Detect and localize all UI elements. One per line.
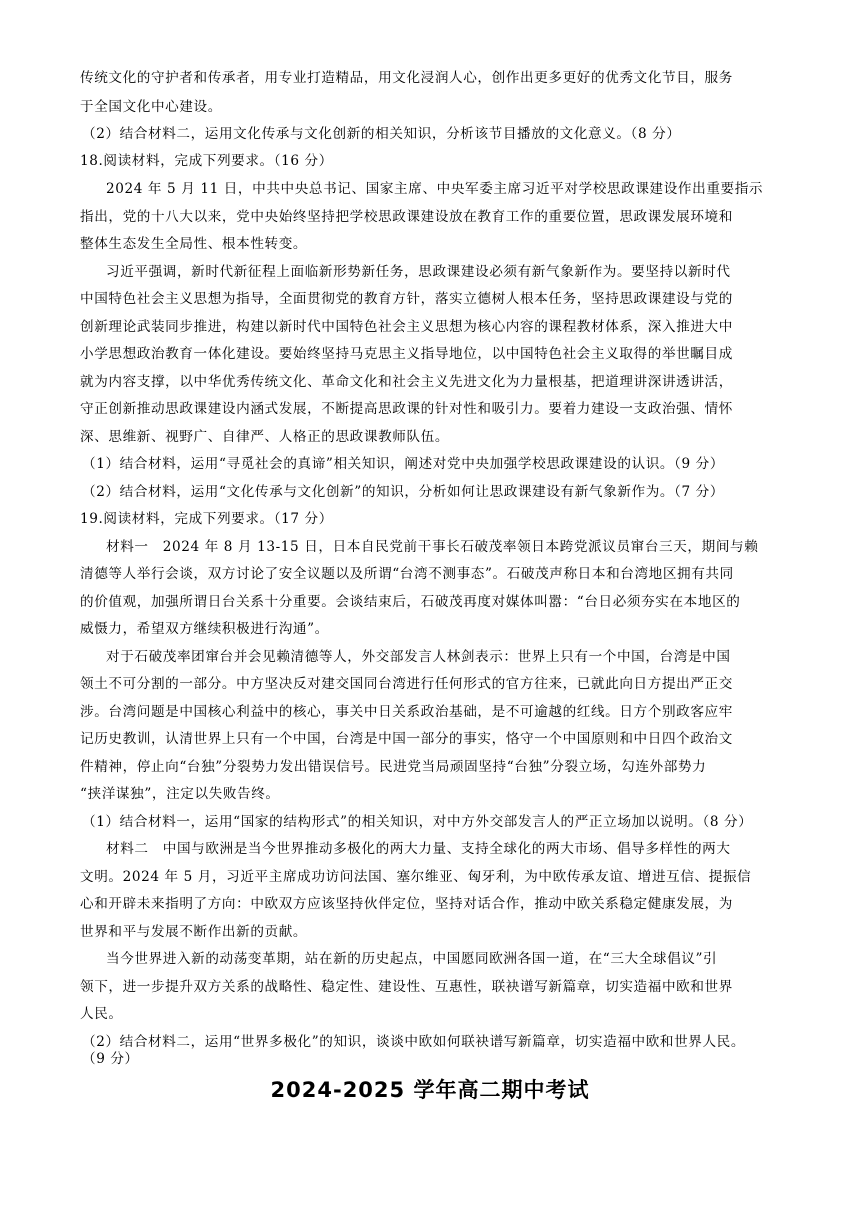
paragraph-line: 对于石破茂率团窜台并会见赖清德等人，外交部发言人林剑表示：世界上只有一个中国，台湾是中国	[106, 649, 731, 665]
paragraph-line: 整体生态发生全局性、根本性转变。	[80, 236, 308, 252]
paragraph-line: 于全国文化中心建设。	[80, 99, 222, 115]
paragraph-line: 2024 年 5 月 11 日，中共中央总书记、国家主席、中央军委主席习近平对学校思政课建设作出重要指示	[106, 181, 764, 197]
paragraph-line: 就为内容支撑，以中华优秀传统文化、革命文化和社会主义先进文化为力量根基，把道理讲深讲透讲活，	[80, 374, 733, 390]
paragraph-line: 人民。	[80, 1006, 123, 1022]
paragraph-line: 心和开辟未来指明了方向：中欧双方应该坚持伙伴定位，坚持对话合作，推动中欧关系稳定健康发展，为	[80, 896, 733, 912]
paragraph-line: 传统文化的守护者和传承者，用专业打造精品，用文化浸润人心，创作出更多更好的优秀文化节目，服务	[80, 70, 733, 86]
paragraph-line: 涉。台湾问题是中国核心利益中的核心，事关中日关系政治基础，是不可逾越的红线。日方个别政客应牢	[80, 704, 733, 720]
paragraph-line: 威慑力，希望双方继续积极进行沟通”。	[80, 621, 329, 637]
question-heading: 19.阅读材料，完成下列要求。（17 分）	[80, 511, 333, 527]
paragraph-line: 记历史教训，认清世界上只有一个中国，台湾是中国一部分的事实，恪守一个中国原则和中日四个政治文	[80, 731, 733, 747]
paragraph-line: 当今世界进入新的动荡变革期，站在新的历史起点，中国愿同欧洲各国一道，在“三大全球倡议”引	[106, 951, 718, 967]
paragraph-line: 中国特色社会主义思想为指导，全面贯彻党的教育方针，落实立德树人根本任务，坚持思政课建设与党的	[80, 291, 733, 307]
question-heading: 18.阅读材料，完成下列要求。（16 分）	[80, 153, 333, 169]
paragraph-line: 创新理论武装同步推进，构建以新时代中国特色社会主义思想为核心内容的课程教材体系，深入推进大中	[80, 319, 733, 335]
paragraph-line: 小学思想政治教育一体化建设。要始终坚持马克思主义指导地位，以中国特色社会主义取得的举世瞩目成	[80, 346, 733, 362]
paragraph-line: 守正创新推动思政课建设内涵式发展，不断提高思政课的针对性和吸引力。要着力建设一支政治强、情怀	[80, 401, 733, 417]
question-line: （2）结合材料二，运用“世界多极化”的知识，谈谈中欧如何联袂谱写新篇章，切实造福中欧和世界人民。	[82, 1034, 746, 1050]
paragraph-line: “挟洋谋独”，注定以失败告终。	[80, 786, 280, 802]
question-line: （9 分）	[82, 1051, 139, 1067]
question-line: （1）结合材料一，运用“国家的结构形式”的相关知识，对中方外交部发言人的严正立场加以说明。（8 分）	[82, 814, 753, 830]
exam-title: 2024-2025 学年高二期中考试	[270, 1078, 590, 1102]
paragraph-line: 深、思维新、视野广、自律严、人格正的思政课教师队伍。	[80, 429, 450, 445]
paragraph-line: 指出，党的十八大以来，党中央始终坚持把学校思政课建设放在教育工作的重要位置，思政课发展环境和	[80, 209, 733, 225]
paragraph-line: 材料一 2024 年 8 月 13-15 日，日本自民党前干事长石破茂率领日本跨党派议员窜台三天，期间与赖	[106, 539, 759, 555]
question-line: （2）结合材料二，运用文化传承与文化创新的相关知识，分析该节目播放的文化意义。（8 分）	[82, 126, 681, 142]
paragraph-line: 清德等人举行会谈，双方讨论了安全议题以及所谓“台湾不测事态”。石破茂声称日本和台湾地区拥有共同	[80, 566, 734, 582]
paragraph-line: 件精神，停止向“台独”分裂势力发出错误信号。民进党当局顽固坚持“台独”分裂立场，勾连外部势力	[80, 759, 707, 775]
question-line: （1）结合材料，运用“寻觅社会的真谛”相关知识，阐述对党中央加强学校思政课建设的认识。（9 分）	[82, 456, 725, 472]
paragraph-line: 习近平强调，新时代新征程上面临新形势新任务，思政课建设必须有新气象新作为。要坚持以新时代	[106, 264, 731, 280]
paragraph-line: 的价值观，加强所谓日台关系十分重要。会谈结束后，石破茂再度对媒体叫嚣：“台日必须夯实在本地区的	[80, 594, 741, 610]
paragraph-line: 领下，进一步提升双方关系的战略性、稳定性、建设性、互惠性，联袂谱写新篇章，切实造福中欧和世界	[80, 979, 733, 995]
question-line: （2）结合材料，运用“文化传承与文化创新”的知识，分析如何让思政课建设有新气象新作为。（7 分）	[82, 484, 725, 500]
paragraph-line: 材料二 中国与欧洲是当今世界推动多极化的两大力量、支持全球化的两大市场、倡导多样性的两大	[106, 841, 731, 857]
paragraph-line: 领土不可分割的一部分。中方坚决反对建交国同台湾进行任何形式的官方往来，已就此向日方提出严正交	[80, 676, 733, 692]
paragraph-line: 文明。2024 年 5 月，习近平主席成功访问法国、塞尔维亚、匈牙利，为中欧传承友谊、增进互信、提振信	[80, 869, 752, 885]
paragraph-line: 世界和平与发展不断作出新的贡献。	[80, 924, 308, 940]
